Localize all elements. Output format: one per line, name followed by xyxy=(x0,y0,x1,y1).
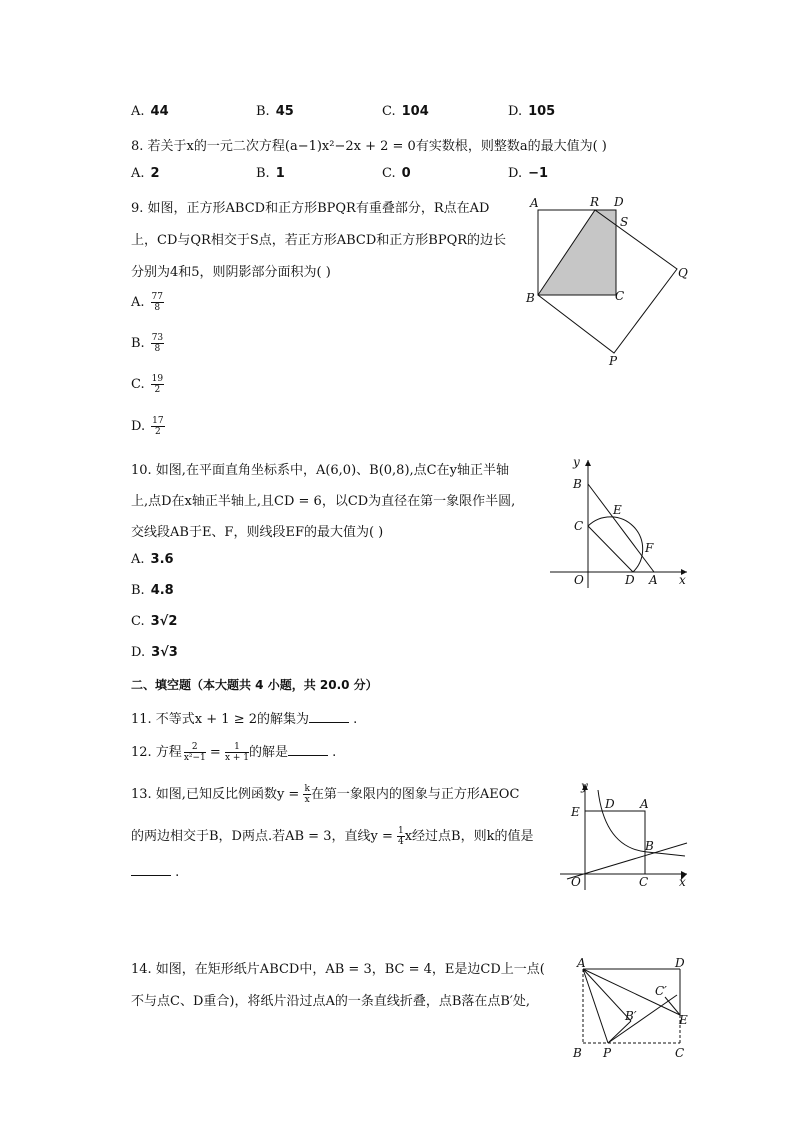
label-c: C xyxy=(615,289,625,303)
q9-line-1: 9. 如图，正方形ABCD和正方形BPQR有重叠部分，R点在AD xyxy=(131,201,490,216)
label-a: A xyxy=(649,573,658,587)
fold-ap xyxy=(583,969,608,1043)
label-a: A xyxy=(640,797,649,811)
label-x: x xyxy=(679,875,686,889)
segment-cd xyxy=(588,526,633,572)
label-p: P xyxy=(603,1046,612,1060)
q10-option-b: B. 4.8 xyxy=(131,583,174,598)
label-c-prime: C′ xyxy=(655,984,667,998)
label-e: E xyxy=(613,503,622,517)
q9-figure xyxy=(520,190,700,370)
q10-option-a: A. 3.6 xyxy=(131,552,174,567)
label-d: D xyxy=(605,797,615,811)
q9-line-2: 上，CD与QR相交于S点，若正方形ABCD和正方形BPQR的边长 xyxy=(131,233,507,248)
label-c: C xyxy=(639,875,649,889)
label-c: C xyxy=(675,1046,685,1060)
q7-option-a: A. 44 xyxy=(131,104,169,119)
label-d: D xyxy=(625,573,635,587)
label-p: P xyxy=(609,354,618,368)
q8-option-c: C. 0 xyxy=(382,166,411,181)
label-x: x xyxy=(679,573,686,587)
label-s: S xyxy=(620,215,629,229)
label-e: E xyxy=(571,805,580,819)
answer-blank[interactable] xyxy=(131,864,171,876)
q7-option-c: C. 104 xyxy=(382,104,429,119)
q13-line-1: 13. 如图,已知反比例函数y = $\frac{k}{x}$ 在第一象限内的图象与正方形AEOC xyxy=(131,784,520,805)
q9-option-a: A. $\frac{77}{8}$ xyxy=(131,292,163,313)
q8-option-a: A. 2 xyxy=(131,166,160,181)
label-c: C xyxy=(574,519,584,533)
label-r: R xyxy=(590,195,600,209)
q10-line-1: 10. 如图,在平面直角坐标系中，A(6,0)、B(0,8),点C在y轴正半轴 xyxy=(131,463,509,478)
q12-question: 12. 方程 $\frac{2}{\text{x²−1}}$ = $\frac{1}{x + 1}$ 的解是 . xyxy=(131,742,337,763)
q7-option-d: D. 105 xyxy=(508,104,556,119)
segment-pb1 xyxy=(608,1021,631,1043)
answer-blank[interactable] xyxy=(309,711,349,723)
q10-figure xyxy=(545,452,695,592)
shaded-region xyxy=(538,210,616,295)
q10-option-c: C. 3√2 xyxy=(131,614,178,629)
section-title: 二、填空题（本大题共 4 小题，共 20.0 分） xyxy=(131,678,378,692)
label-y: y xyxy=(581,779,588,793)
segment-ab xyxy=(588,484,654,572)
segment-ab1 xyxy=(583,969,631,1021)
q10-line-3: 交线段AB于E、F，则线段EF的最大值为( ) xyxy=(131,525,384,540)
label-b: B xyxy=(573,477,582,491)
q7-option-b: B. 45 xyxy=(256,104,294,119)
segment-pc1 xyxy=(608,995,677,1043)
label-b: B xyxy=(526,291,535,305)
label-y: y xyxy=(573,455,580,469)
q14-figure xyxy=(565,955,700,1065)
label-a: A xyxy=(530,196,539,210)
label-f: F xyxy=(645,541,654,555)
answer-blank[interactable] xyxy=(288,744,328,756)
label-a: A xyxy=(577,956,586,970)
label-o: O xyxy=(571,875,581,889)
q8-option-d: D. −1 xyxy=(508,166,549,181)
semicircle xyxy=(588,517,643,572)
label-b-prime: B′ xyxy=(625,1009,637,1023)
label-q: Q xyxy=(678,266,688,280)
q14-line-1: 14. 如图，在矩形纸片ABCD中，AB = 3，BC = 4，E是边CD上一点( xyxy=(131,962,545,977)
q13-line-3: . xyxy=(131,864,179,880)
label-o: O xyxy=(574,573,584,587)
q13-figure xyxy=(555,778,695,893)
q10-line-2: 上,点D在x轴正半轴上,且CD = 6，以CD为直径在第一象限作半圆, xyxy=(131,494,516,509)
label-e: E xyxy=(679,1013,688,1027)
q9-option-d: D. $\frac{17}{2}$ xyxy=(131,416,164,437)
q8-option-b: B. 1 xyxy=(256,166,285,181)
q10-option-d: D. 3√3 xyxy=(131,645,178,660)
q9-line-3: 分别为4和5，则阴影部分面积为( ) xyxy=(131,265,331,280)
segment-c1e xyxy=(665,997,680,1015)
q11-question: 11. 不等式x + 1 ≥ 2的解集为 . xyxy=(131,712,358,727)
label-d: D xyxy=(614,195,624,209)
label-b: B xyxy=(573,1046,582,1060)
label-b: B xyxy=(645,839,654,853)
label-d: D xyxy=(675,956,685,970)
q14-line-2: 不与点C、D重合)，将纸片沿过点A的一条直线折叠，点B落在点B′处, xyxy=(131,994,531,1009)
q13-line-2: 的两边相交于B，D两点.若AB = 3，直线y = $\frac{1}{4}$ x经过点B，则k的值是 xyxy=(131,826,534,847)
q9-option-c: C. $\frac{19}{2}$ xyxy=(131,374,164,395)
q8-question: 8. 若关于x的一元二次方程(a−1)x²−2x + 2 = 0有实数根，则整数a的最大值为( ) xyxy=(131,139,607,154)
q9-option-b: B. $\frac{73}{8}$ xyxy=(131,333,164,354)
